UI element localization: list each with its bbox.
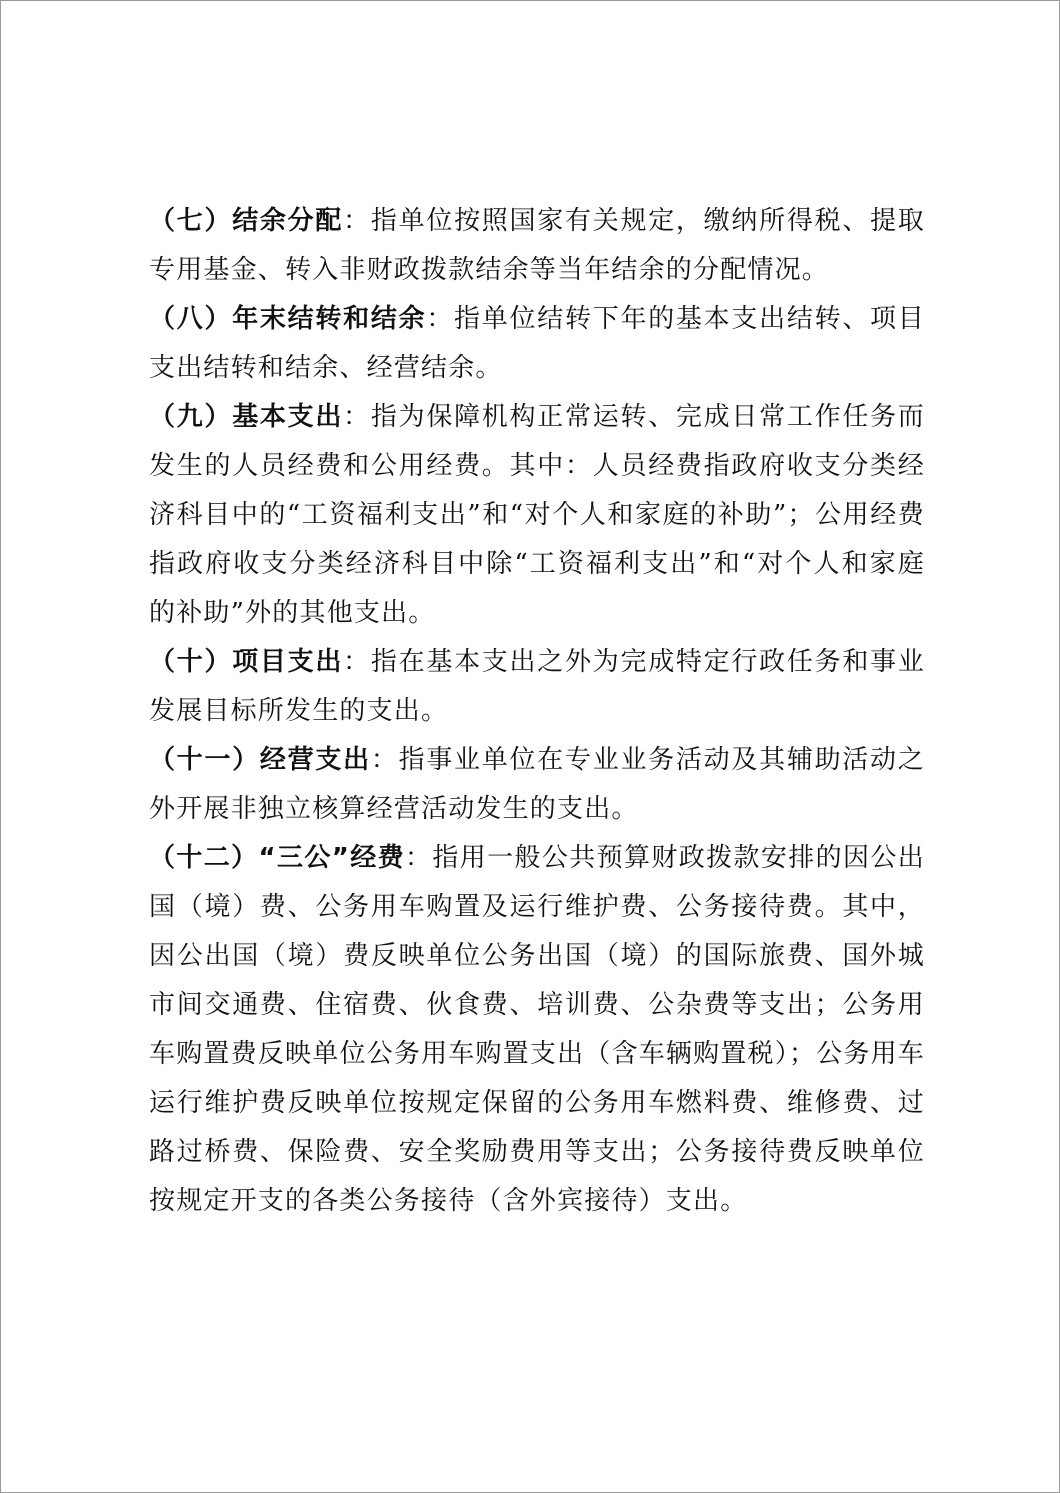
paragraph-project-expenditure [149,638,925,736]
definition-surplus-distribution: ：指单位按照国家有关规定，缴纳所得税、提取专用基金、转入非财政拨款结余等当年结余的分配情况。 [149,206,926,285]
term-project-expenditure: （十）项目支出 [149,647,344,677]
paragraph-three-public-expenses [149,834,925,1226]
document-body [149,197,925,1226]
paragraph-year-end-carryover [149,295,925,393]
term-operating-expenditure: （十一）经营支出 [149,745,371,775]
definition-project-expenditure: ：指在基本支出之外为完成特定行政任务和事业发展目标所发生的支出。 [149,647,926,726]
term-basic-expenditure: （九）基本支出 [149,402,344,432]
definition-year-end-carryover: ：指单位结转下年的基本支出结转、项目支出结转和结余、经营结余。 [149,304,925,383]
paragraph-surplus-distribution [149,197,925,295]
term-year-end-carryover: （八）年末结转和结余 [149,304,427,334]
definition-three-public-expenses: ：指用一般公共预算财政拨款安排的因公出国（境）费、公务用车购置及运行维护费、公务接待费。其中，因公出国（境）费反映单位公务出国（境）的国际旅费、国外城市间交通费、住宿费、伙食费、培训费、公杂费等支出；公务用车购置费反映单位公务用车购置支出（含车辆购置税）；公务用车运行维护费反映单位按规定保留的公务用车燃料费、维修费、过路过桥费、保险费、安全奖励费用等支出；公务接待费反映单位按规定开支的各类公务接待（含外宾接待）支出。 [149,843,925,1216]
term-three-public-expenses: （十二）“三公”经费 [149,843,405,873]
paragraph-basic-expenditure [149,393,925,638]
definition-basic-expenditure: ：指为保障机构正常运转、完成日常工作任务而发生的人员经费和公用经费。其中：人员经费指政府收支分类经济科目中的“工资福利支出”和“对个人和家庭的补助”；公用经费指政府收支分类经济科目中除“工资福利支出”和“对个人和家庭的补助”外的其他支出。 [149,402,926,628]
definition-operating-expenditure: ：指事业单位在专业业务活动及其辅助活动之外开展非独立核算经营活动发生的支出。 [149,745,925,824]
paragraph-operating-expenditure [149,736,925,834]
term-surplus-distribution: （七）结余分配 [149,206,344,236]
